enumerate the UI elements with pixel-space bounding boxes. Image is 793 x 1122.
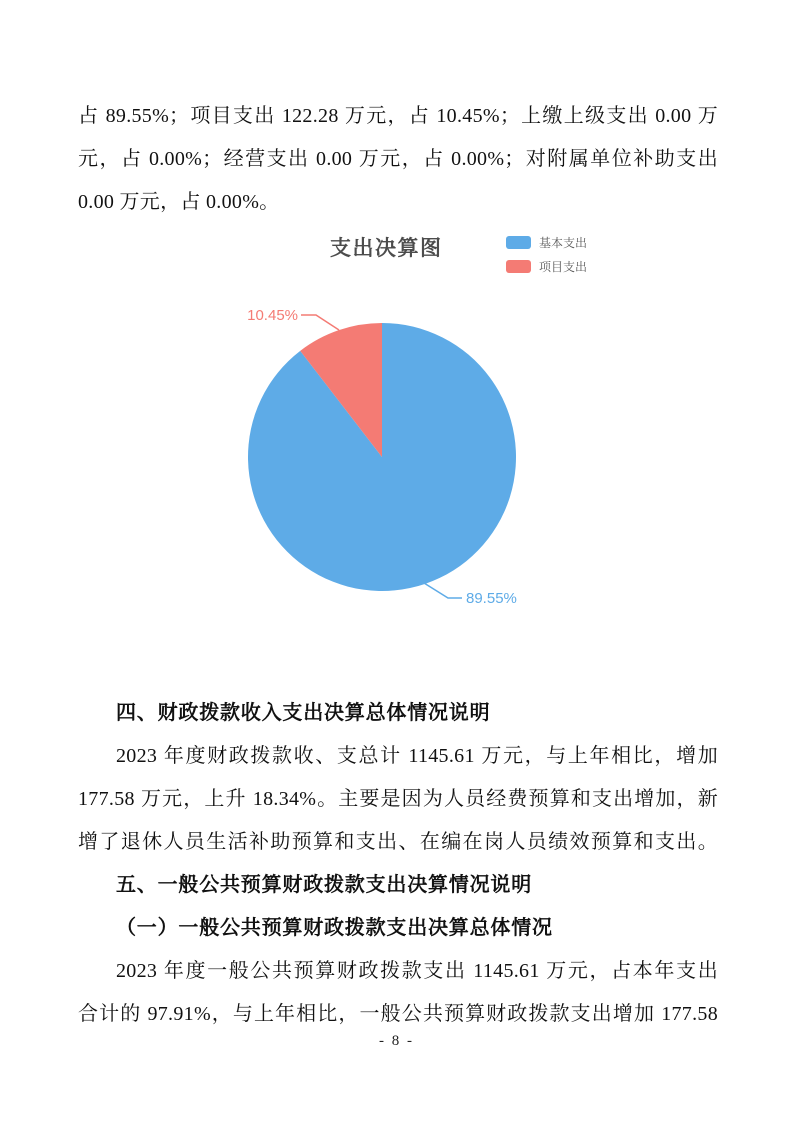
section5-line: 合计的 97.91%，与上年相比，一般公共预算财政拨款支出增加 177.58 (78, 1003, 718, 1025)
basic-label-leader-line (424, 583, 462, 598)
section4-heading: 四、财政拨款收入支出决算总体情况说明 (116, 702, 491, 724)
intro-line: 0.00 万元，占 0.00%。 (78, 191, 280, 213)
project-slice-label: 10.45% (247, 307, 298, 324)
legend-label: 项目支出 (539, 260, 588, 274)
pie-chart (0, 225, 793, 625)
intro-paragraph (78, 95, 718, 224)
basic-slice-label: 89.55% (466, 590, 517, 607)
section4-line: 增了退休人员生活补助预算和支出、在编在岗人员绩效预算和支出。 (78, 831, 718, 853)
intro-line: 占 89.55%；项目支出 122.28 万元，占 10.45%；上缴上级支出 0.00 万 (78, 105, 718, 127)
section5-line: 2023 年度一般公共预算财政拨款支出 1145.61 万元，占本年支出 (116, 960, 718, 982)
section4-line: 177.58 万元，上升 18.34%。主要是因为人员经费预算和支出增加，新 (78, 788, 718, 810)
legend-label: 基本支出 (539, 236, 588, 250)
project-label-leader-line (301, 315, 339, 330)
page-number: - 8 - (379, 1033, 414, 1049)
section5-subheading: （一）一般公共预算财政拨款支出决算总体情况 (116, 917, 553, 939)
section4-line: 2023 年度财政拨款收、支总计 1145.61 万元，与上年相比，增加 (116, 745, 718, 767)
section5-heading: 五、一般公共预算财政拨款支出决算情况说明 (116, 874, 532, 896)
body-text (78, 692, 718, 1036)
chart-title: 支出决算图 (330, 237, 443, 260)
intro-line: 元，占 0.00%；经营支出 0.00 万元，占 0.00%；对附属单位补助支出 (78, 148, 718, 170)
pie-slice-basic (248, 323, 516, 591)
